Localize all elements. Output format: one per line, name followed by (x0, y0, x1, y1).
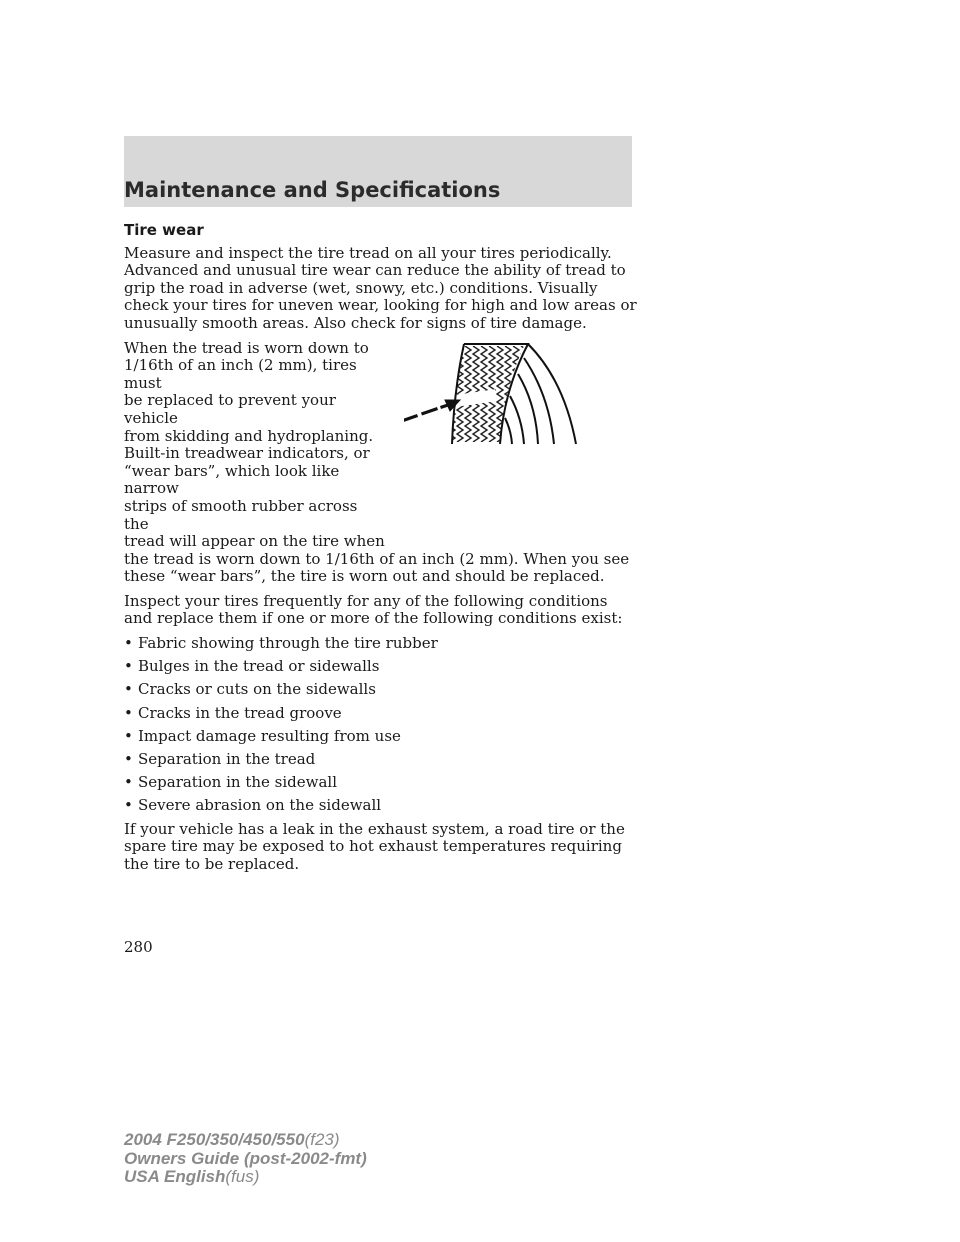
tread-line: When the tread is worn down to (124, 338, 369, 357)
list-item (124, 797, 638, 815)
list-item-text: Impact damage resulting from use (138, 726, 401, 745)
tread-paragraph-continued: the tread is worn down to 1/16th of an inch (2 mm). When you see these “wear bars”, the tire is worn out and should be replaced. (124, 549, 630, 586)
list-item (124, 635, 638, 653)
list-item (124, 658, 638, 676)
footer-guide: Owners Guide (post-2002-fmt) (124, 1148, 367, 1168)
footer-language: USA English (124, 1167, 226, 1186)
tread-line: be replaced to prevent your vehicle (124, 391, 336, 427)
list-item-text: Bulges in the tread or sidewalls (138, 657, 380, 676)
exhaust-paragraph: If your vehicle has a leak in the exhaust system, a road tire or the spare tire may be exposed to hot exhaust temperatures requiring the tire to be replaced. (124, 819, 625, 873)
tread-line: 1/16th of an inch (2 mm), tires must (124, 356, 357, 392)
list-item-text: Cracks or cuts on the sidewalls (138, 680, 376, 699)
list-item-text: Separation in the tread (138, 750, 316, 768)
list-item-text: Separation in the sidewall (138, 773, 338, 792)
document-footer (124, 1131, 367, 1187)
inspect-paragraph: Inspect your tires frequently for any of the following conditions and replace them if one or more of the following conditions exist: (124, 591, 623, 628)
footer-guide-line (124, 1150, 367, 1169)
conditions-list (124, 635, 638, 815)
page-header-title: Maintenance and Specifications (124, 178, 501, 202)
page-number: 280 (124, 938, 153, 956)
intro-paragraph: Measure and inspect the tire tread on all your tires periodically. Advanced and unusual tire wear can reduce the ability of tread to grip the road in adverse (wet, snowy, etc.) conditions. Visually check your tires for uneven wear, looking for high and low areas or unusually smooth areas. Also check for signs of tire damage. (124, 243, 637, 332)
footer-model-line (124, 1131, 367, 1150)
list-item-text: Fabric showing through the tire rubber (138, 634, 438, 653)
tread-line: tread will appear on the tire when (124, 532, 385, 551)
tread-line: Built-in treadwear indicators, or (124, 444, 370, 463)
bullet-icon: • (124, 726, 133, 745)
tire-wear-illustration (404, 340, 634, 450)
list-item (124, 705, 638, 723)
arrow-icon (404, 400, 460, 428)
content (124, 222, 638, 880)
bullet-icon: • (124, 750, 133, 768)
list-item (124, 774, 638, 792)
list-item-text: Severe abrasion on the sidewall (138, 796, 382, 815)
list-item (124, 681, 638, 699)
footer-model-code: (f23) (304, 1130, 340, 1149)
tread-paragraph-wrapped (124, 340, 386, 551)
section-heading: Tire wear (124, 221, 204, 239)
bullet-icon: • (124, 773, 133, 792)
tread-line: from skidding and hydroplaning. (124, 426, 374, 445)
bullet-icon: • (124, 680, 133, 699)
list-item-text: Cracks in the tread groove (138, 703, 342, 722)
footer-model: 2004 F250/350/450/550 (124, 1130, 305, 1149)
bullet-icon: • (124, 796, 133, 815)
bullet-icon: • (124, 703, 133, 722)
bullet-icon: • (124, 657, 133, 676)
tread-line: strips of smooth rubber across the (124, 496, 358, 533)
footer-language-code: (fus) (225, 1167, 260, 1186)
footer-language-line (124, 1168, 367, 1187)
tread-line: “wear bars”, which look like narrow (124, 461, 340, 498)
list-item (124, 728, 638, 746)
bullet-icon: • (124, 634, 133, 653)
list-item (124, 751, 638, 769)
tread-block (124, 340, 638, 551)
